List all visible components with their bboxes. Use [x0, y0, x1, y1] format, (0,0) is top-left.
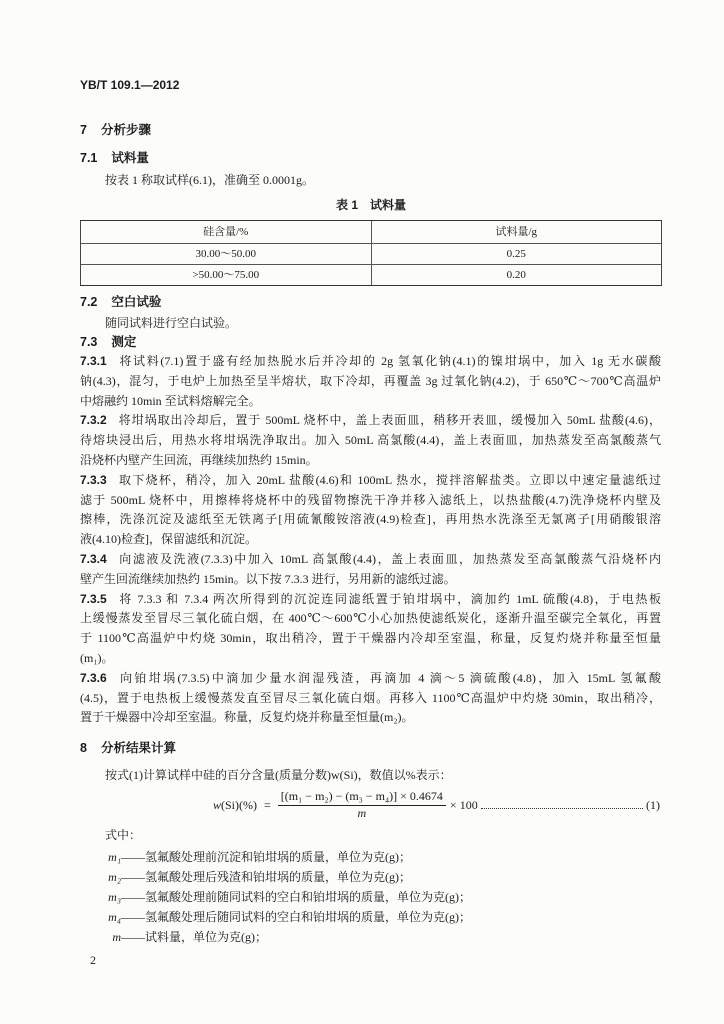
text-line: [80, 669, 661, 689]
variable-definition: [103, 847, 471, 867]
clause-number: 7.2: [80, 295, 98, 309]
table-cell: 0.20: [371, 265, 662, 285]
clause-number: 7.3.2: [80, 413, 107, 428]
table-row: [81, 243, 661, 264]
text-line: [80, 471, 661, 491]
section-number: 7: [80, 123, 87, 137]
calculation-intro: 按式(1)计算试样中硅的百分含量(质量分数)w(Si)，数值以%表示：: [105, 768, 452, 782]
table-cell: >50.00～75.00: [192, 269, 260, 281]
clause-7-3-1: [80, 352, 661, 411]
table-caption: [80, 195, 662, 215]
variable-symbol: m₄: [108, 910, 121, 924]
equation-number: (1): [646, 797, 660, 812]
clause-title: 空白试验: [111, 295, 162, 309]
formula-fraction: [278, 789, 446, 821]
clause-number: 7.3.1: [80, 354, 107, 368]
text-line: (4.5)，置于电热板上缓慢蒸发直至冒尽三氧化硫白烟。再移入 1100℃高温炉中灼烧 30min，取出稍冷，: [80, 690, 661, 705]
clause-7-3-heading: [80, 332, 136, 352]
formula-numerator: [(m₁ − m₂) − (m₃ − m₄)] × 0.4674: [278, 789, 446, 806]
line-text: 向铂坩埚(7.3.5)中滴加少量水润湿残渣，再滴加 4 滴～5 滴硫酸(4.8)，加入 15mL 氢氟酸: [117, 670, 661, 685]
formula-lhs-symbol: w: [213, 797, 222, 812]
section-number: 8: [80, 741, 87, 755]
formula-denominator: m: [357, 806, 367, 820]
variable-symbol: m₁: [108, 850, 121, 864]
text-line: 待熔块浸出后，用热水将坩埚洗净取出。加入 50mL 高氯酸(4.4)，盖上表面皿，加热蒸发至高氯酸蒸气: [80, 433, 661, 448]
text-line: 液(4.10)检查]，保留滤纸和沉淀。: [80, 532, 257, 547]
text-line: 滤于 500mL 烧杯中，用擦棒将烧杯中的残留物擦洗干净并移入滤纸上，以热盐酸(4.7)洗净烧杯内壁及: [80, 492, 661, 507]
line-text: 将坩埚取出冷却后，置于 500mL 烧杯中，盖上表面皿，稍移开表皿，缓慢加入 50mL 盐酸(4.6)，: [117, 413, 661, 428]
formula-multiplier: × 100: [449, 797, 478, 812]
table-header-cell: 试料量/g: [371, 221, 662, 243]
table-cell: 30.00～50.00: [195, 248, 256, 260]
table-caption-title: 试料量: [370, 198, 407, 212]
section-8-heading: [80, 738, 176, 758]
clause-number: 7.3.6: [80, 670, 107, 685]
formula-lhs-rest: (Si)(%): [221, 797, 258, 812]
where-label: 式中：: [105, 828, 142, 842]
clause-7-1-text: 按表 1 称取试样(6.1)，准确至 0.0001g。: [105, 173, 314, 187]
section-title: 分析步骤: [100, 123, 151, 137]
clause-7-1-heading: [80, 148, 149, 168]
section-7-heading: [80, 120, 151, 140]
clause-title: 试料量: [111, 151, 149, 165]
line-text: 将试料(7.1)置于盛有经加热脱水后并冷却的 2g 氢氧化钠(4.1)的镍坩埚中，加入 1g 无水碳酸: [117, 354, 661, 368]
clause-7-3-5: [80, 590, 661, 669]
text-line: 中熔融约 10min 至试料熔解完全。: [80, 393, 261, 408]
clause-number: 7.3: [80, 335, 98, 349]
clause-number: 7.3.4: [80, 551, 107, 566]
variable-description: ——氢氟酸处理前随同试料的空白和铂坩埚的质量，单位为克(g)；: [121, 890, 471, 904]
text-line: [80, 550, 661, 570]
table-caption-number: 表 1: [335, 198, 358, 212]
formula-lhs: [213, 798, 257, 813]
variable-definition: [103, 887, 471, 907]
variable-definition: [103, 907, 471, 927]
clause-number: 7.3.3: [80, 472, 107, 487]
text-line: 于 1100℃高温炉中灼烧 30min，取出稍冷，置于干燥器内冷却至室温，称量，反复灼烧并称量至恒量: [80, 631, 661, 646]
text-line: 壁产生回流继续加热约 15min。以下按 7.3.3 进行，另用新的滤纸过滤。: [80, 571, 456, 586]
variable-description: ——氢氟酸处理前沉淀和铂坩埚的质量，单位为克(g)；: [121, 850, 411, 864]
line-text: 取下烧杯，稍冷，加入 20mL 盐酸(4.6)和 100mL 热水，搅拌溶解盐类。立即以中速定量滤纸过: [117, 472, 661, 487]
text-line: 沿烧杯内壁产生回流，再继续加热约 15min。: [80, 452, 318, 467]
clause-title: 测定: [111, 335, 137, 349]
clause-7-3-6: [80, 669, 661, 728]
clause-number: 7.3.5: [80, 591, 107, 606]
section-title: 分析结果计算: [100, 741, 176, 755]
variable-definition: [103, 927, 471, 947]
table-header-row: [81, 221, 661, 243]
clause-7-2-heading: [80, 292, 161, 312]
table-header-cell: 硅含量/%: [203, 226, 249, 238]
document-code-header: YB/T 109.1—2012: [80, 78, 180, 92]
text-line: 擦棒，洗涤沉淀及滤纸至无铁离子[用硫氰酸铵溶液(4.9)检查]，再用热水洗涤至无氯离子[用硝酸银溶: [80, 512, 661, 527]
text-line: [80, 590, 661, 610]
sample-mass-table: [80, 220, 662, 286]
variable-definition: [103, 867, 471, 887]
page-number: 2: [90, 953, 96, 967]
line-text: 将 7.3.3 和 7.3.4 两次所得到的沉淀连同滤纸置于铂坩埚中，滴加约 1mL 硫酸(4.8)，于电热板: [117, 591, 661, 606]
text-line: [80, 352, 661, 372]
text-line: 置于干燥器中冷却至室温。称量，反复灼烧并称量至恒量(m₂)。: [80, 710, 414, 725]
table-row: [81, 264, 661, 285]
clause-7-3-3: [80, 471, 661, 550]
equals-sign: =: [264, 797, 271, 812]
variable-description: ——氢氟酸处理后随同试料的空白和铂坩埚的质量，单位为克(g)；: [121, 910, 471, 924]
text-line: [80, 411, 661, 431]
variable-description: ——试料量，单位为克(g)；: [121, 930, 267, 944]
formula-1: [213, 789, 660, 821]
text-line: 上缓慢蒸发至冒尽三氧化硫白烟，在 400℃～600℃小心加热使滤纸炭化，逐渐升温至碳完全氧化，再置: [80, 611, 661, 626]
variable-definition-list: [103, 847, 471, 947]
variable-description: ——氢氟酸处理后残渣和铂坩埚的质量，单位为克(g)；: [121, 870, 411, 884]
text-line: (m₁)。: [80, 650, 114, 665]
variable-symbol: m₃: [108, 890, 121, 904]
clause-7-2-text: 随同试料进行空白试验。: [105, 316, 238, 330]
table-cell: 0.25: [371, 244, 662, 264]
clause-7-3-4: [80, 550, 661, 590]
text-line: 钠(4.3)，混匀，于电炉上加热至呈半熔状，取下冷却，再覆盖 3g 过氧化钠(4.2)，于 650℃～700℃高温炉: [80, 373, 661, 388]
clause-number: 7.1: [80, 151, 98, 165]
variable-symbol: m: [112, 930, 121, 944]
line-text: 向滤液及洗液(7.3.3)中加入 10mL 高氯酸(4.4)，盖上表面皿，加热蒸发至高氯酸蒸气沿烧杯内: [117, 551, 661, 566]
clause-7-3-2: [80, 411, 661, 470]
procedure-clauses: [80, 352, 661, 728]
variable-symbol: m₂: [108, 870, 121, 884]
leader-dots: [481, 808, 643, 809]
